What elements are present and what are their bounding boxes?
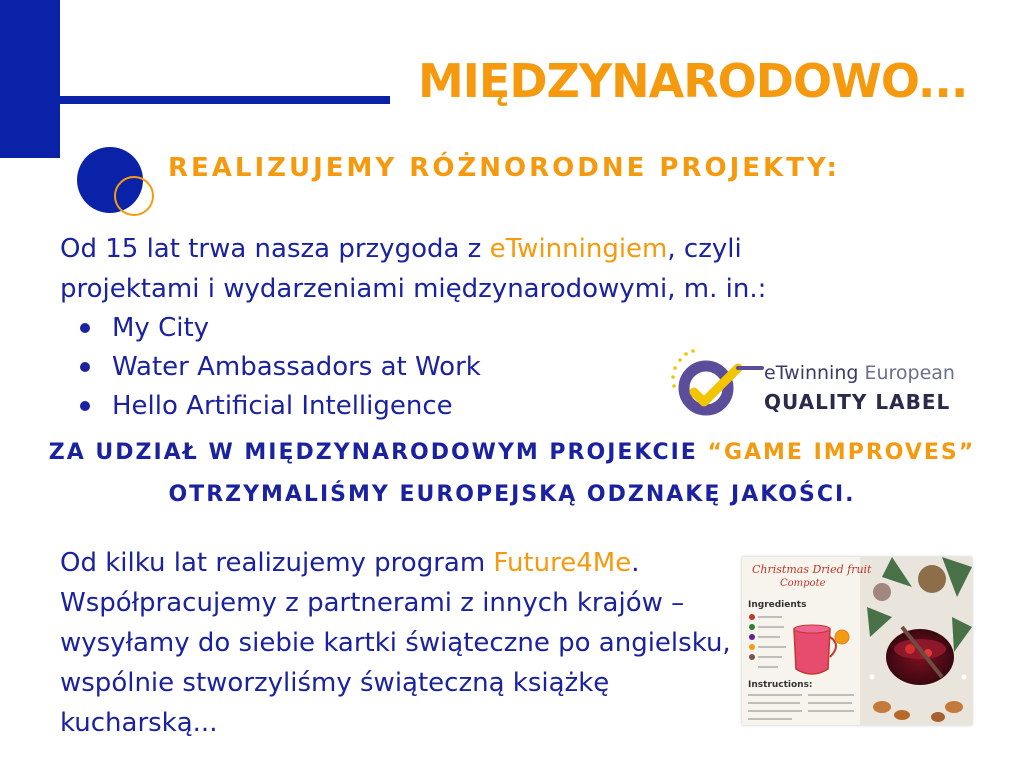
logo-etwinning-text: eTwinning (764, 362, 859, 384)
recipe-instructions-label: Instructions: (748, 680, 813, 690)
project-name: Water Ambassadors at Work (112, 352, 481, 382)
page-title: MIĘDZYNARODOWO... (418, 54, 968, 108)
intro-text-end: , czyli projektami i wydarzeniami międzynarodowymi, m. in.: (60, 234, 767, 304)
award-text-end: OTRZYMALIŚMY EUROPEJSKĄ ODZNAKĘ JAKOŚCI. (168, 482, 856, 507)
future-text-end: . Współpracujemy z partnerami z innych krajów – wysyłamy do siebie kartki świąteczne po angielsku, wspólnie stworzyliśmy świąteczną książkę kucharską... (60, 548, 731, 738)
future-text-start: Od kilku lat realizujemy program (60, 548, 494, 578)
section-subtitle: REALIZUJEMY RÓŻNORODNE PROJEKTY: (168, 153, 840, 183)
project-name: My City (112, 313, 210, 343)
logo-quality-label-text: QUALITY LABEL (764, 390, 951, 414)
logo-line-1 (764, 362, 955, 384)
etwinning-quality-label-logo (668, 348, 968, 418)
project-name: Hello Artificial Intelligence (112, 391, 453, 421)
bullet-icon (80, 401, 90, 411)
list-item (70, 309, 481, 348)
recipe-title-line-1: Christmas Dried fruit (752, 563, 872, 576)
title-underline-bar (60, 96, 390, 104)
intro-etwinning-highlight: eTwinningiem (489, 234, 668, 264)
future4me-paragraph (60, 543, 740, 743)
project-list (70, 309, 481, 426)
christmas-cookbook-photo (742, 557, 972, 725)
list-item (70, 348, 481, 387)
logo-european-text: European (858, 362, 955, 384)
recipe-title-line-2: Compote (780, 578, 826, 589)
recipe-ingredients-label: Ingredients (748, 600, 807, 610)
intro-paragraph (60, 229, 880, 309)
award-text-start: ZA UDZIAŁ W MIĘDZYNARODOWYM PROJEKCIE (48, 440, 708, 465)
corner-accent-bar (0, 0, 60, 158)
award-statement (30, 432, 994, 516)
decorative-circle-outline (114, 176, 154, 216)
bullet-icon (80, 323, 90, 333)
intro-text-start: Od 15 lat trwa nasza przygoda z (60, 234, 490, 264)
quality-label-emblem-icon (668, 348, 768, 418)
bullet-icon (80, 362, 90, 372)
award-project-highlight: “GAME IMPROVES” (707, 440, 976, 465)
future4me-highlight: Future4Me (493, 548, 632, 578)
list-item (70, 387, 481, 426)
